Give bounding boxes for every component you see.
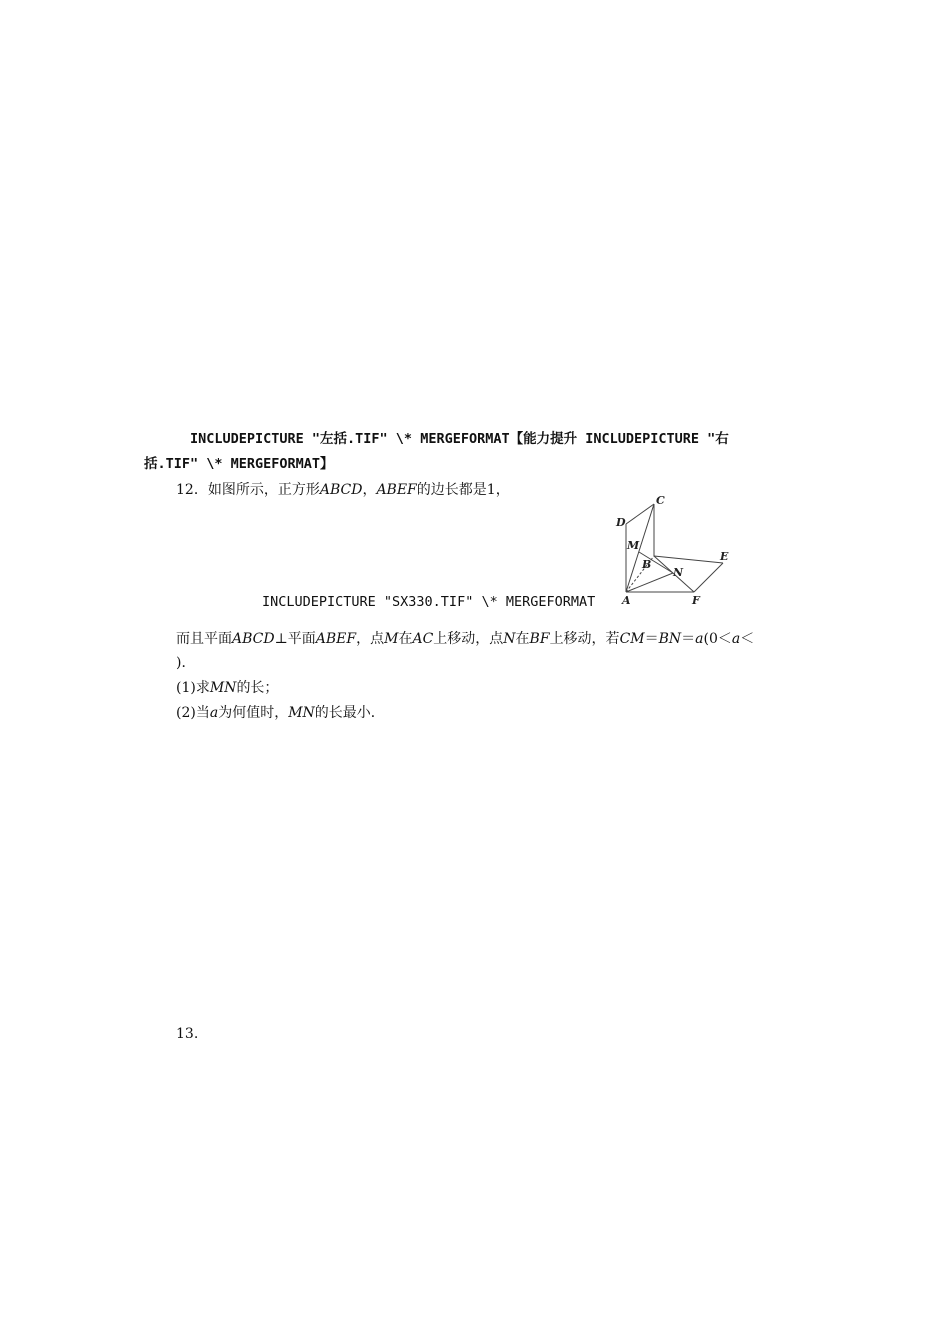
picture-field-code: INCLUDEPICTURE "SX330.TIF" \* MERGEFORMAT (262, 594, 596, 610)
point-n: N (503, 631, 516, 647)
geometry-figure (610, 494, 742, 606)
body-text-2: ⊥平面 (274, 631, 316, 647)
body-text-5: 上移动，点 (433, 631, 504, 647)
body-text-8: ＝ (644, 631, 659, 647)
segment-bn: BN (658, 631, 682, 647)
question-1 (176, 677, 278, 697)
label-f: F (692, 594, 700, 606)
q2-var-a: a (209, 705, 219, 721)
intro-prefix: 12．如图所示，正方形 (176, 482, 320, 498)
segment-bf: BF (529, 631, 550, 647)
body-text-4: 在 (398, 631, 413, 647)
q2-var-mn: MN (288, 705, 315, 721)
intro-suffix: 的边长都是1， (416, 482, 510, 498)
label-n: N (673, 566, 684, 579)
header-line-1: INCLUDEPICTURE "左括.TIF" \* MERGEFORMAT【能力提升 INCLUDEPICTURE "右 (190, 431, 729, 447)
body-text-3: ，点 (356, 631, 385, 647)
question-2 (176, 702, 385, 722)
intro-separator: ， (362, 482, 377, 498)
segment-cm: CM (619, 631, 645, 647)
body-text-7: 上移动，若 (549, 631, 620, 647)
body-text-11: ＜ (740, 631, 755, 647)
label-m: M (627, 539, 640, 552)
segment-an (626, 573, 673, 592)
label-d: D (616, 516, 626, 529)
body-text-10: (0＜ (703, 631, 732, 647)
label-e: E (720, 550, 729, 563)
problem-12-body-continued: )． (176, 655, 196, 671)
edge-dc (626, 504, 654, 524)
q1-var-mn: MN (209, 680, 237, 696)
var-a: a (695, 631, 704, 647)
body-text-9: ＝ (681, 631, 696, 647)
plane-abef: ABEF (315, 631, 357, 647)
q1-suffix: 的长； (236, 680, 279, 696)
problem-12-intro (176, 479, 510, 499)
label-c: C (656, 494, 665, 507)
body-text-1: 而且平面 (176, 631, 232, 647)
q2-suffix: 的长最小． (314, 705, 385, 721)
edge-ef (694, 563, 723, 592)
header-line-2: 括.TIF" \* MERGEFORMAT】 (144, 456, 334, 472)
square-abef: ABEF (376, 482, 417, 498)
edge-be (654, 556, 723, 563)
square-abcd: ABCD (319, 482, 363, 498)
problem-13-number: 13. (176, 1026, 199, 1042)
var-a-2: a (731, 631, 741, 647)
point-m: M (384, 631, 399, 647)
segment-ac: AC (412, 631, 434, 647)
q2-prefix: (2)当 (176, 705, 210, 721)
problem-12-body (176, 628, 754, 648)
label-b: B (642, 558, 652, 571)
label-a: A (622, 594, 631, 606)
q2-middle: 为何值时， (218, 705, 289, 721)
plane-abcd: ABCD (232, 631, 275, 647)
body-text-6: 在 (515, 631, 530, 647)
q1-prefix: (1)求 (176, 680, 210, 696)
